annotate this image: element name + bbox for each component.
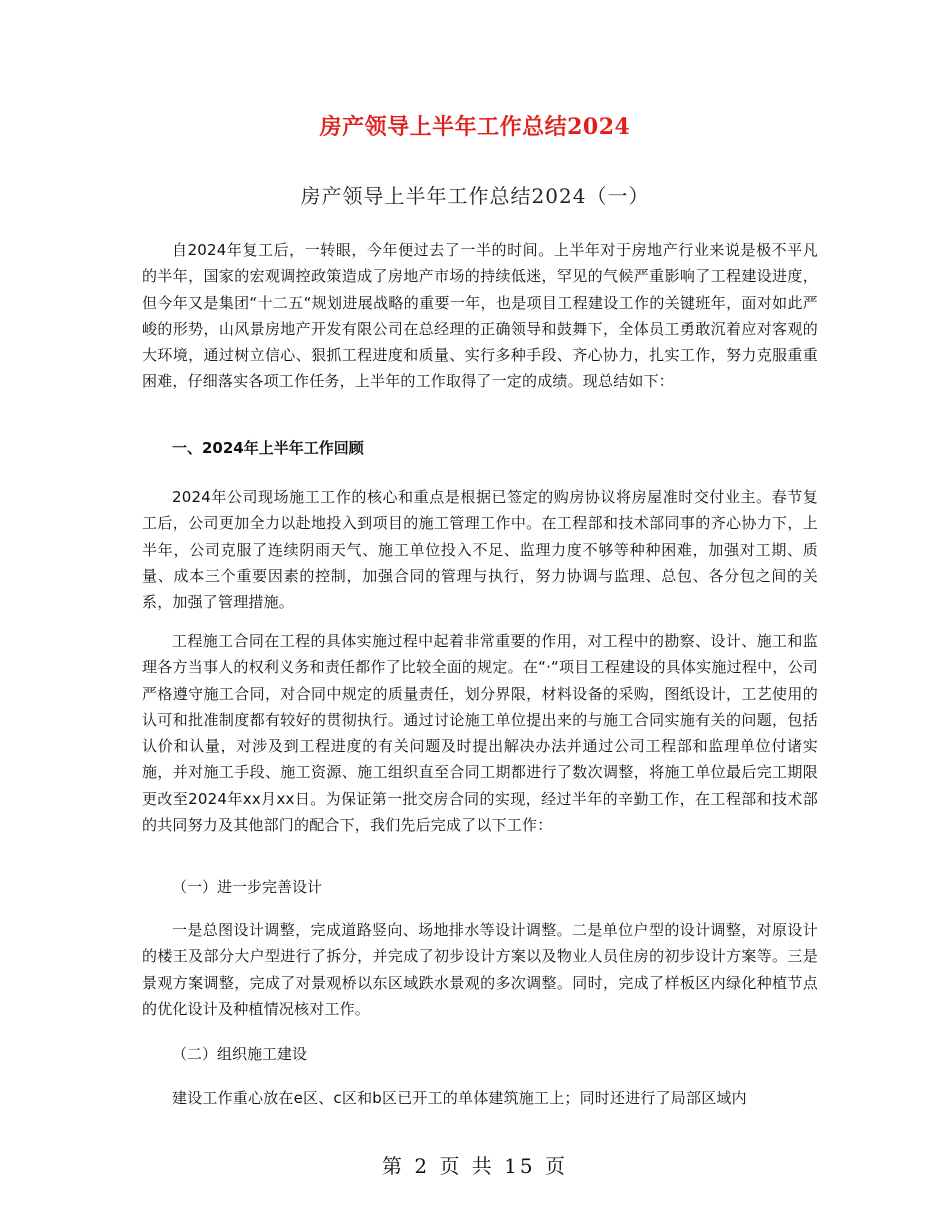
page-number: 第 2 页 共 15 页 <box>382 1154 568 1178</box>
paragraph-text: 一是总图设计调整，完成道路竖向、场地排水等设计调整。二是单位户型的设计调整，对原设计的楼王及部分大户型进行了拆分，并完成了初步设计方案以及物业人员住房的初步设计方案等。三是景观方案调整，完成了对景观桥以东区域跌水景观的多次调整。同时，完成了样板区内绿化种植节点的优化设计及种植情况核对工作。 <box>142 921 818 1018</box>
subsection-heading-design: （一）进一步完善设计 <box>172 878 323 896</box>
paragraph-construction <box>142 1085 818 1111</box>
document-subtitle: 房产领导上半年工作总结2024（一） <box>300 184 650 208</box>
paragraph-intro <box>142 237 818 395</box>
document-title: 房产领导上半年工作总结2024 <box>319 114 631 140</box>
paragraph-design <box>142 917 818 1022</box>
paragraph-text: 建设工作重心放在e区、c区和b区已开工的单体建筑施工上；同时还进行了局部区域内 <box>172 1089 747 1107</box>
section-heading-review: 一、2024年上半年工作回顾 <box>172 439 364 457</box>
paragraph-text: 工程施工合同在工程的具体实施过程中起着非常重要的作用，对工程中的勘察、设计、施工和监理各方当事人的权利义务和责任都作了比较全面的规定。在“·“项目工程建设的具体实施过程中，公司严格遵守施工合同，对合同中规定的质量责任，划分界限，材料设备的采购，图纸设计，工艺使用的认可和批准制度都有较好的贯彻执行。通过讨论施工单位提出来的与施工合同实施有关的问题，包括认价和认量，对涉及到工程进度的有关问题及时提出解决办法并通过公司工程部和监理单位付诸实施，并对施工手段、施工资源、施工组织直至合同工期都进行了数次调整，将施工单位最后完工期限更改至2024年xx月xx日。为保证第一批交房合同的实现，经过半年的辛勤工作，在工程部和技术部的共同努力及其他部门的配合下，我们先后完成了以下工作： <box>142 632 818 835</box>
subsection-heading-construction: （二）组织施工建设 <box>172 1045 308 1063</box>
paragraph-text: 2024年公司现场施工工作的核心和重点是根据已签定的购房协议将房屋准时交付业主。春节复工后，公司更加全力以赴地投入到项目的施工管理工作中。在工程部和技术部同事的齐心协力下，上半年，公司克服了连续阴雨天气、施工单位投入不足、监理力度不够等种种困难，加强对工期、质量、成本三个重要因素的控制，加强合同的管理与执行，努力协调与监理、总包、各分包之间的关系，加强了管理措施。 <box>142 488 818 612</box>
paragraph-construction-core <box>142 484 818 615</box>
paragraph-contract <box>142 628 818 838</box>
paragraph-text: 自2024年复工后，一转眼，今年便过去了一半的时间。上半年对于房地产行业来说是极不平凡的半年，国家的宏观调控政策造成了房地产市场的持续低迷，罕见的气候严重影响了工程建设进度，但今年又是集团“十二五“规划进展战略的重要一年，也是项目工程建设工作的关键班年，面对如此严峻的形势，山风景房地产开发有限公司在总经理的正确领导和鼓舞下，全体员工勇敢沉着应对客观的大环境，通过树立信心、狠抓工程进度和质量、实行多种手段、齐心协力，扎实工作，努力克服重重困难，仔细落实各项工作任务，上半年的工作取得了一定的成绩。现总结如下： <box>142 241 818 391</box>
